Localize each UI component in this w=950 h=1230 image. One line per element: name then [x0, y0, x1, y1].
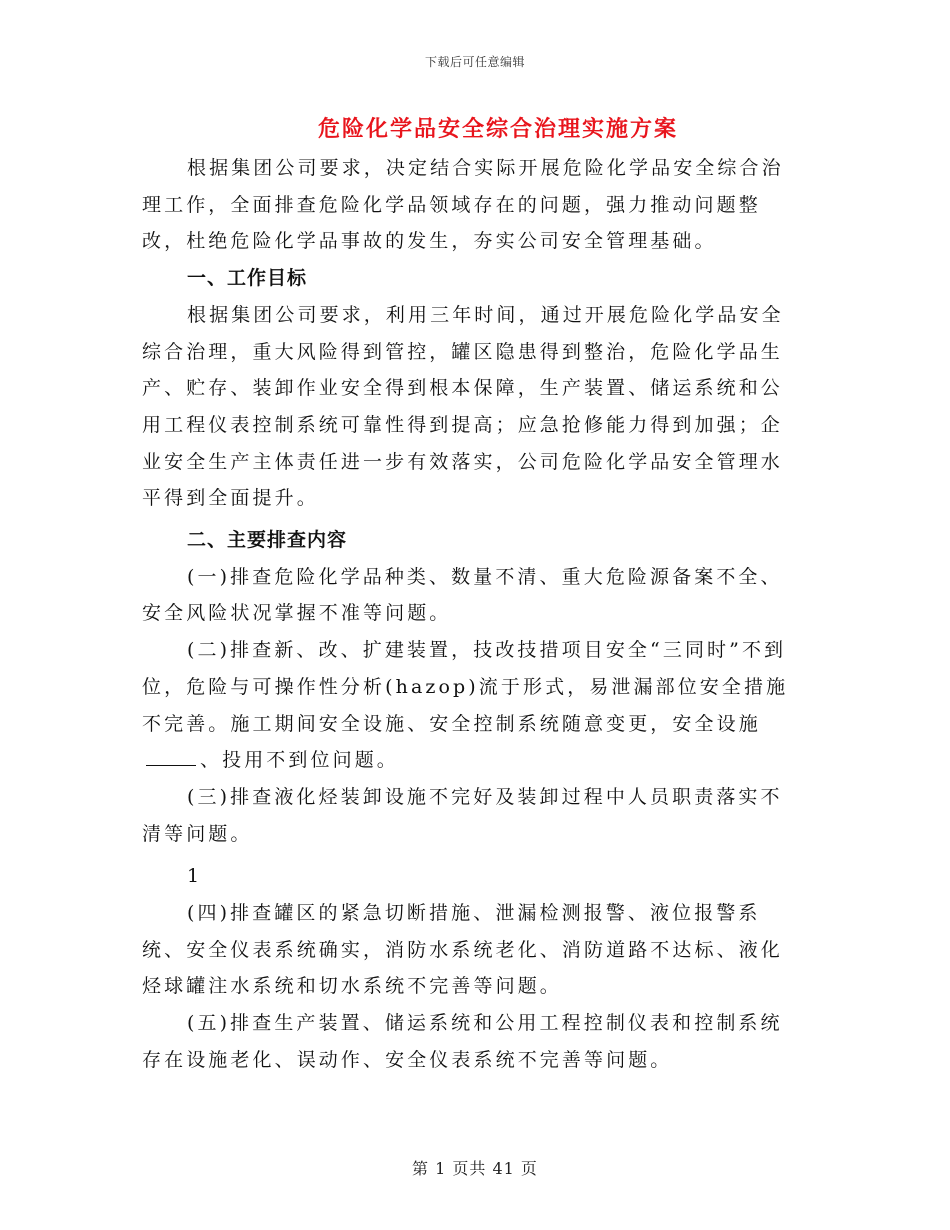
inspection-item-2-text-a: (二)排查新、改、扩建装置，技改技措项目安全“三同时”不到位，危险与可操作性分析(hazop)流于形式，易泄漏部位安全措施不完善。施工期间安全设施、安全控制系统随意变更，安全设施 [142, 639, 789, 735]
inspection-item-1: (一)排查危险化学品种类、数量不清、重大危险源备案不全、安全风险状况掌握不准等问题。 [142, 565, 783, 625]
embedded-page-number: 1 [187, 865, 203, 888]
fill-in-blank [146, 747, 196, 766]
document-title: 危险化学品安全综合治理实施方案 [317, 116, 678, 142]
document-body [142, 150, 802, 1079]
inspection-item-3: (三)排查液化烃装卸设施不完好及装卸过程中人员职责落实不清等问题。 [142, 785, 783, 845]
page-footer: 第 1 页共 41 页 [412, 1159, 538, 1178]
inspection-item-2 [142, 632, 802, 779]
inspection-item-2-text-b: 、投用不到位问题。 [200, 749, 399, 772]
section-heading-goals: 一、工作目标 [187, 267, 308, 290]
goals-paragraph: 根据集团公司要求，利用三年时间，通过开展危险化学品安全综合治理，重大风险得到管控，罐区隐患得到整治，危险化学品生产、贮存、装卸作业安全得到根本保障，生产装置、储运系统和公用工程仪表控制系统可靠性得到提高；应急抢修能力得到加强；企业安全生产主体责任进一步有效落实，公司危险化学品安全管理水平得到全面提升。 [142, 303, 784, 510]
section-heading-inspection: 二、主要排查内容 [187, 529, 348, 552]
inspection-item-4: (四)排查罐区的紧急切断措施、泄漏检测报警、液位报警系统、安全仪表系统确实，消防水系统老化、消防道路不达标、液化烃球罐注水系统和切水系统不完善等问题。 [142, 902, 783, 998]
inspection-item-5: (五)排查生产装置、储运系统和公用工程控制仪表和控制系统存在设施老化、误动作、安全仪表系统不完善等问题。 [142, 1012, 783, 1071]
intro-paragraph: 根据集团公司要求，决定结合实际开展危险化学品安全综合治理工作，全面排查危险化学品领域存在的问题，强力推动问题整改，杜绝危险化学品事故的发生，夯实公司安全管理基础。 [142, 157, 784, 253]
header-note: 下载后可任意编辑 [424, 55, 525, 69]
